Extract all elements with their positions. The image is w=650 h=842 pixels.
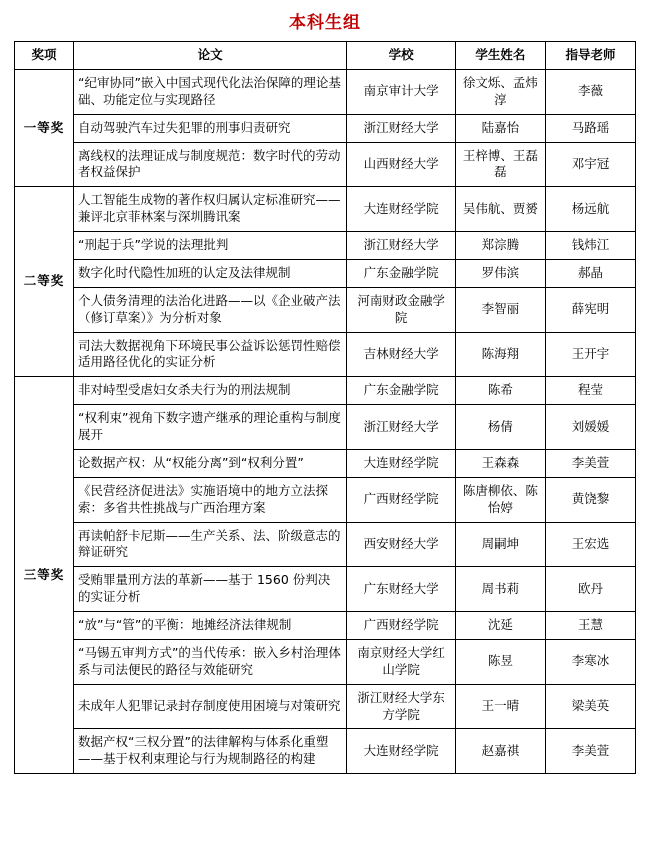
teacher-name: 李寒冰 xyxy=(545,639,635,684)
student-name: 陈希 xyxy=(455,377,545,405)
school-name: 大连财经学院 xyxy=(347,187,456,232)
paper-title: “马锡五审判方式”的当代传承：嵌入乡村治理体系与司法便民的路径与效能研究 xyxy=(73,639,346,684)
teacher-name: 黄饶黎 xyxy=(545,477,635,522)
table-row xyxy=(15,477,636,522)
student-name: 李智丽 xyxy=(455,287,545,332)
table-row xyxy=(15,612,636,640)
teacher-name: 王宏选 xyxy=(545,522,635,567)
paper-title: 人工智能生成物的著作权归属认定标准研究——兼评北京菲林案与深圳腾讯案 xyxy=(73,187,346,232)
table-row xyxy=(15,142,636,187)
teacher-name: 刘媛媛 xyxy=(545,405,635,450)
paper-title: “权利束”视角下数字遗产继承的理论重构与制度展开 xyxy=(73,405,346,450)
student-name: 王一晴 xyxy=(455,684,545,729)
paper-title: 数字化时代隐性加班的认定及法律规制 xyxy=(73,259,346,287)
teacher-name: 程莹 xyxy=(545,377,635,405)
paper-title: “放”与“管”的平衡：地摊经济法律规制 xyxy=(73,612,346,640)
teacher-name: 李薇 xyxy=(545,69,635,114)
table-row xyxy=(15,69,636,114)
school-name: 南京审计大学 xyxy=(347,69,456,114)
table-row xyxy=(15,114,636,142)
student-name: 吴伟航、贾赟 xyxy=(455,187,545,232)
student-name: 罗伟滨 xyxy=(455,259,545,287)
table-row xyxy=(15,567,636,612)
school-name: 浙江财经大学 xyxy=(347,405,456,450)
teacher-name: 马路瑶 xyxy=(545,114,635,142)
table-row xyxy=(15,377,636,405)
table-row xyxy=(15,405,636,450)
table-row xyxy=(15,187,636,232)
student-name: 徐文烁、孟炜淳 xyxy=(455,69,545,114)
teacher-name: 王慧 xyxy=(545,612,635,640)
school-name: 浙江财经大学东方学院 xyxy=(347,684,456,729)
student-name: 陈唐柳依、陈怡婷 xyxy=(455,477,545,522)
award-label-second: 二等奖 xyxy=(15,187,74,377)
school-name: 浙江财经大学 xyxy=(347,114,456,142)
student-name: 王梓博、王磊磊 xyxy=(455,142,545,187)
student-name: 郑淙腾 xyxy=(455,232,545,260)
paper-title: 论数据产权：从“权能分离”到“权利分置” xyxy=(73,449,346,477)
teacher-name: 李美萱 xyxy=(545,449,635,477)
teacher-name: 郝晶 xyxy=(545,259,635,287)
teacher-name: 李美萱 xyxy=(545,729,635,774)
table-row xyxy=(15,287,636,332)
column-header-paper: 论文 xyxy=(73,42,346,70)
table-row xyxy=(15,522,636,567)
paper-title: 司法大数据视角下环境民事公益诉讼惩罚性赔偿适用路径优化的实证分析 xyxy=(73,332,346,377)
paper-title: 离线权的法理证成与制度规范：数字时代的劳动者权益保护 xyxy=(73,142,346,187)
teacher-name: 薛宪明 xyxy=(545,287,635,332)
award-label-third: 三等奖 xyxy=(15,377,74,774)
column-header-school: 学校 xyxy=(347,42,456,70)
school-name: 广西财经学院 xyxy=(347,477,456,522)
table-row xyxy=(15,449,636,477)
paper-title: 未成年人犯罪记录封存制度使用困境与对策研究 xyxy=(73,684,346,729)
paper-title: 受贿罪量刑方法的革新——基于 1560 份判决的实证分析 xyxy=(73,567,346,612)
school-name: 大连财经学院 xyxy=(347,449,456,477)
student-name: 沈延 xyxy=(455,612,545,640)
table-row xyxy=(15,729,636,774)
teacher-name: 邓宇冠 xyxy=(545,142,635,187)
table-row xyxy=(15,332,636,377)
award-table xyxy=(14,41,636,774)
table-header-row xyxy=(15,42,636,70)
school-name: 广东金融学院 xyxy=(347,259,456,287)
paper-title: 非对峙型受虐妇女杀夫行为的刑法规制 xyxy=(73,377,346,405)
paper-title: 个人债务清理的法治化进路——以《企业破产法（修订草案）》为分析对象 xyxy=(73,287,346,332)
table-header xyxy=(15,42,636,70)
school-name: 大连财经学院 xyxy=(347,729,456,774)
school-name: 山西财经大学 xyxy=(347,142,456,187)
table-body xyxy=(15,69,636,773)
student-name: 赵嘉祺 xyxy=(455,729,545,774)
table-row xyxy=(15,232,636,260)
student-name: 周嗣坤 xyxy=(455,522,545,567)
school-name: 浙江财经大学 xyxy=(347,232,456,260)
school-name: 西安财经大学 xyxy=(347,522,456,567)
paper-title: “纪审协同”嵌入中国式现代化法治保障的理论基础、功能定位与实现路径 xyxy=(73,69,346,114)
student-name: 陆嘉怡 xyxy=(455,114,545,142)
column-header-teacher: 指导老师 xyxy=(545,42,635,70)
paper-title: 《民营经济促进法》实施语境中的地方立法探索：多省共性挑战与广西治理方案 xyxy=(73,477,346,522)
table-row xyxy=(15,684,636,729)
student-name: 周书莉 xyxy=(455,567,545,612)
school-name: 广东金融学院 xyxy=(347,377,456,405)
student-name: 杨倩 xyxy=(455,405,545,450)
student-name: 陈昱 xyxy=(455,639,545,684)
table-row xyxy=(15,259,636,287)
teacher-name: 欧丹 xyxy=(545,567,635,612)
school-name: 南京财经大学红山学院 xyxy=(347,639,456,684)
table-row xyxy=(15,639,636,684)
award-label-first: 一等奖 xyxy=(15,69,74,186)
column-header-award: 奖项 xyxy=(15,42,74,70)
student-name: 王森森 xyxy=(455,449,545,477)
school-name: 吉林财经大学 xyxy=(347,332,456,377)
school-name: 广西财经学院 xyxy=(347,612,456,640)
page-title: 本科生组 xyxy=(289,13,361,33)
column-header-student: 学生姓名 xyxy=(455,42,545,70)
paper-title: 自动驾驶汽车过失犯罪的刑事归责研究 xyxy=(73,114,346,142)
student-name: 陈海翔 xyxy=(455,332,545,377)
teacher-name: 梁美英 xyxy=(545,684,635,729)
paper-title: “刑起于兵”学说的法理批判 xyxy=(73,232,346,260)
teacher-name: 钱炜江 xyxy=(545,232,635,260)
school-name: 河南财政金融学院 xyxy=(347,287,456,332)
paper-title: 再读帕舒卡尼斯——生产关系、法、阶级意志的辩证研究 xyxy=(73,522,346,567)
school-name: 广东财经大学 xyxy=(347,567,456,612)
teacher-name: 王开宇 xyxy=(545,332,635,377)
paper-title: 数据产权“三权分置”的法律解构与体系化重塑——基于权利束理论与行为规制路径的构建 xyxy=(73,729,346,774)
teacher-name: 杨远航 xyxy=(545,187,635,232)
